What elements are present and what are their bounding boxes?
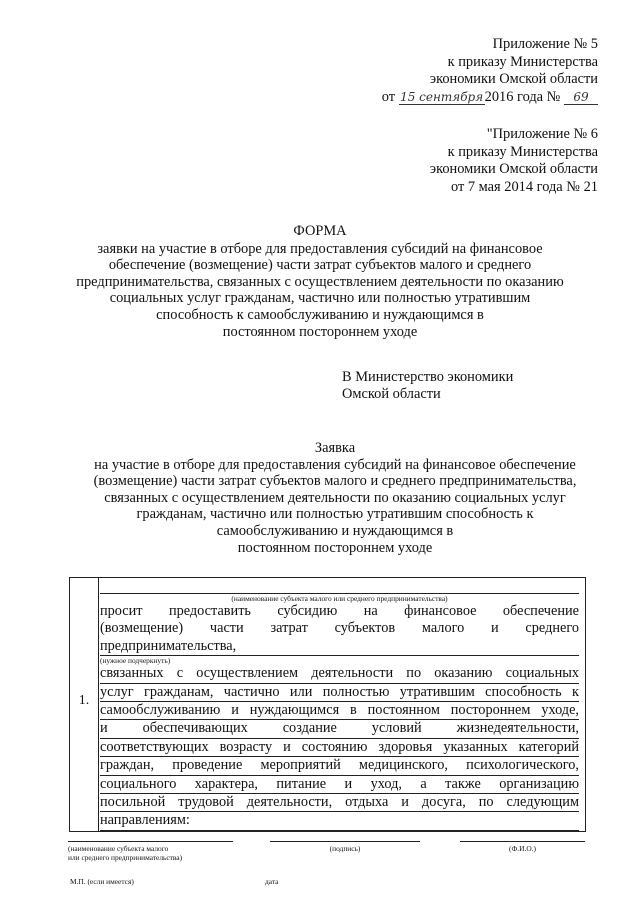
fio-field[interactable] bbox=[460, 841, 585, 853]
form-title-line: предпринимательства, связанных с осуществлением деятельности по оказанию bbox=[76, 273, 564, 290]
application-table bbox=[69, 577, 586, 832]
request-line: (возмещение) части затрат субъектов малого и среднего bbox=[100, 620, 579, 637]
date-line-2: от 7 мая 2014 года № 21 bbox=[450, 178, 598, 195]
entity-signature-field[interactable] bbox=[68, 841, 233, 862]
handwritten-date: 15 сентября bbox=[400, 89, 484, 104]
form-title-line: способность к самообслуживанию и нуждающимся в bbox=[156, 306, 484, 323]
purpose-line: граждан, проведение мероприятий медицинского, психологического, bbox=[100, 757, 579, 775]
signature-field[interactable] bbox=[270, 841, 420, 853]
order-line-2: к приказу Министерства bbox=[447, 143, 598, 160]
purpose-line: самообслуживанию и нуждающимся в постоянном постороннем уходе, bbox=[100, 702, 579, 720]
from-label: от bbox=[381, 88, 396, 105]
table-content bbox=[100, 578, 579, 831]
form-title-block bbox=[60, 223, 580, 340]
form-heading: ФОРМА bbox=[293, 223, 347, 239]
application-title-line: (возмещение) части затрат субъектов малого и среднего предпринимательства, bbox=[93, 473, 577, 490]
year-label: 2016 года № bbox=[484, 88, 561, 105]
application-title-line: связанных с осуществлением деятельности по оказанию социальных услуг bbox=[104, 489, 566, 506]
appendix-5-header bbox=[382, 36, 598, 106]
form-title-line: заявки на участие в отборе для предоставления субсидий на финансовое bbox=[97, 240, 543, 257]
ministry-line-2: экономики Омской области bbox=[429, 161, 598, 178]
purpose-line: и обеспечивающих создание условий жизнедеятельности, bbox=[100, 720, 579, 738]
application-title-block bbox=[70, 440, 600, 556]
purpose-line: связанных с осуществлением деятельности по оказанию социальных bbox=[100, 665, 579, 683]
seal-label: М.П. (если имеется) bbox=[70, 877, 134, 886]
application-title-line: гражданам, частично или полностью утратившим способность к bbox=[136, 506, 534, 523]
form-title-line: социальных услуг гражданам, частично или полностью утратившим bbox=[109, 290, 531, 307]
signature-caption: (подпись) bbox=[270, 841, 420, 853]
purpose-line: посильной трудовой деятельности, отдыха и досуга, по следующим bbox=[100, 794, 579, 812]
purpose-last-line: направлениям: bbox=[100, 812, 579, 830]
addressee-line: Омской области bbox=[342, 386, 441, 402]
form-title-line: обеспечение (возмещение) части затрат субъектов малого и среднего bbox=[108, 257, 532, 274]
entity-signature-caption: (наименование субъекта малого bbox=[68, 841, 233, 853]
handwritten-number: 69 bbox=[564, 90, 598, 105]
addressee-line: В Министерство экономики bbox=[342, 369, 514, 385]
application-title-line: постоянном постороннем уходе bbox=[237, 539, 433, 556]
row-number: 1. bbox=[78, 693, 90, 708]
purpose-line: услуг гражданам, частично или полностью утратившим способность к bbox=[100, 684, 579, 702]
appendix-6-header bbox=[430, 126, 598, 196]
ministry-line: экономики Омской области bbox=[429, 71, 598, 88]
purpose-line: соответствующих возрасту и состоянию здоровья указанных категорий bbox=[100, 739, 579, 757]
entity-name-field[interactable] bbox=[100, 582, 579, 594]
application-title-line: на участие в отборе для предоставления субсидий на финансовое обеспечение bbox=[94, 456, 576, 473]
date-number-line bbox=[382, 89, 598, 107]
request-line: предпринимательства, bbox=[100, 638, 579, 656]
entity-name-caption: (наименование субъекта малого или среднего предпринимательства) bbox=[231, 594, 448, 603]
entity-signature-caption-2: или среднего предпринимательства) bbox=[68, 853, 183, 862]
form-title-line: постоянном постороннем уходе bbox=[222, 323, 418, 340]
application-title-line: самообслуживанию и нуждающимся в bbox=[216, 522, 454, 539]
appendix-6-line: "Приложение № 6 bbox=[486, 126, 598, 142]
addressee-block bbox=[342, 369, 513, 403]
order-line: к приказу Министерства bbox=[447, 53, 598, 70]
date-label: дата bbox=[265, 877, 279, 886]
request-line: просит предоставить субсидию на финансовое обеспечение bbox=[100, 603, 579, 619]
application-heading: Заявка bbox=[314, 440, 356, 456]
fio-caption: (Ф.И.О.) bbox=[460, 841, 585, 853]
underline-caption: (нужное подчеркнуть) bbox=[100, 656, 171, 666]
purpose-line: социального характера, питание и уход, а также организацию bbox=[100, 776, 579, 794]
appendix-5-line: Приложение № 5 bbox=[492, 36, 598, 52]
